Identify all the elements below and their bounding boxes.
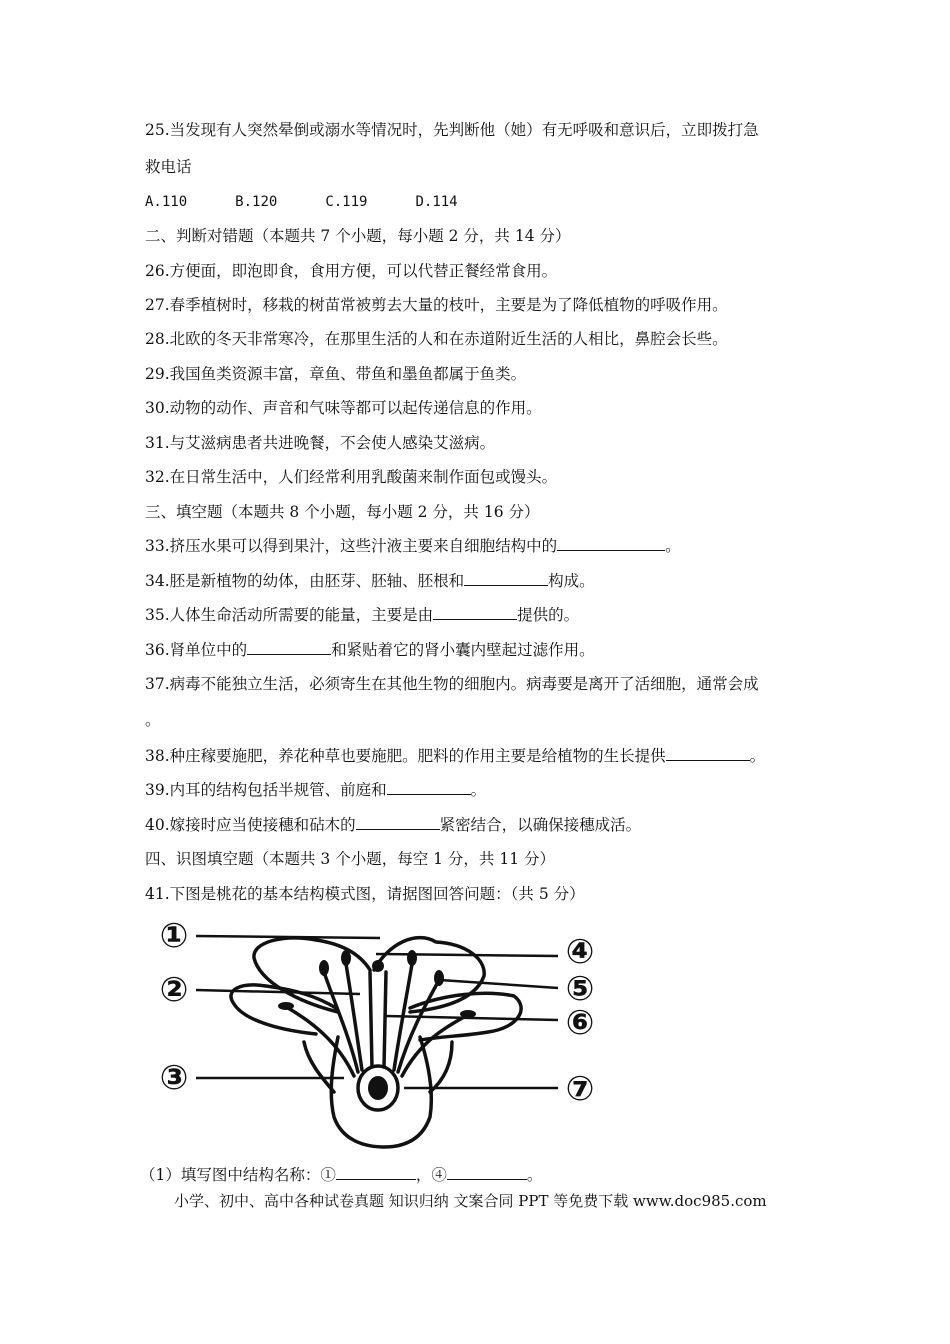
sepal-right	[430, 1042, 452, 1092]
q39-end: 。	[470, 781, 487, 799]
option-a: A.110	[145, 194, 188, 210]
leader-2	[196, 990, 360, 994]
question-29: 29.我国鱼类资源丰富，章鱼、带鱼和墨鱼都属于鱼类。	[145, 365, 527, 383]
label-6: ⑥	[565, 1003, 595, 1043]
style	[370, 972, 386, 1067]
q33-answer-blank[interactable]	[557, 536, 665, 551]
q35-text: 35.人体生命活动所需要的能量，主要是由	[145, 606, 434, 624]
q39-answer-blank[interactable]	[387, 780, 471, 795]
leader-1	[196, 936, 380, 938]
label-1: ①	[159, 916, 189, 956]
question-30: 30.动物的动作、声音和气味等都可以起传递信息的作用。	[145, 399, 542, 417]
q34-answer-blank[interactable]	[464, 571, 548, 586]
option-c: C.119	[325, 194, 368, 210]
q40-text: 40.嫁接时应当使接穗和砧木的	[145, 816, 356, 834]
q38-answer-blank[interactable]	[666, 746, 750, 761]
sub1-text: （1）填写图中结构名称：①	[140, 1166, 336, 1184]
section-4-heading: 四、识图填空题（本题共 3 个小题，每空 1 分，共 11 分）	[145, 850, 556, 868]
label-4: ④	[565, 932, 595, 972]
q38-end: 。	[749, 747, 766, 765]
anther-3	[407, 950, 417, 966]
label-5: ⑤	[565, 969, 595, 1009]
section-2-heading: 二、判断对错题（本题共 7 个小题，每小题 2 分，共 14 分）	[145, 227, 571, 245]
anther-4	[434, 970, 444, 986]
sub1-blank-4[interactable]	[447, 1165, 527, 1180]
question-25-line2: 救电话	[145, 158, 192, 176]
question-25-line1: 25.当发现有人突然晕倒或溺水等情况时，先判断他（她）有无呼吸和意识后，立即拨打急	[145, 121, 759, 139]
question-41-sub1	[140, 1165, 542, 1185]
q39-text: 39.内耳的结构包括半规管、前庭和	[145, 781, 387, 799]
option-d: D.114	[415, 194, 458, 210]
question-40	[145, 815, 641, 835]
page-footer: 小学、初中、高中各种试卷真题 知识归纳 文案合同 PPT 等免费下载 www.doc985.com	[174, 1192, 767, 1210]
question-32: 32.在日常生活中，人们经常利用乳酸菌来制作面包或馒头。	[145, 468, 558, 486]
question-34	[145, 571, 595, 591]
question-26: 26.方便面，即泡即食，食用方便，可以代替正餐经常食用。	[145, 262, 558, 280]
question-31: 31.与艾滋病患者共进晚餐，不会使人感染艾滋病。	[145, 434, 496, 452]
anther-1	[319, 960, 329, 976]
question-28: 28.北欧的冬天非常寒冷，在那里生活的人和在赤道附近生活的人相比，鼻腔会长些。	[145, 330, 728, 348]
question-41: 41.下图是桃花的基本结构模式图，请据图回答问题：（共 5 分）	[145, 885, 585, 903]
sub1-mid: ，④	[415, 1166, 447, 1184]
q36-answer-blank[interactable]	[247, 640, 331, 655]
q40-end: 紧密结合，以确保接穗成活。	[439, 816, 642, 834]
q36-text: 36.肾单位中的	[145, 641, 248, 659]
label-3: ③	[159, 1058, 189, 1098]
anther-2	[341, 950, 351, 966]
leader-4	[376, 954, 558, 956]
question-37-line2: 。	[145, 711, 161, 729]
question-35	[145, 605, 579, 625]
anther-5	[278, 1002, 294, 1010]
stigma	[372, 960, 384, 972]
peach-flower-diagram	[148, 912, 618, 1157]
q34-text: 34.胚是新植物的幼体，由胚芽、胚轴、胚根和	[145, 572, 465, 590]
question-33	[145, 536, 681, 556]
q34-end: 构成。	[548, 572, 595, 590]
ovule	[368, 1076, 388, 1100]
section-3-heading: 三、填空题（本题共 8 个小题，每小题 2 分，共 16 分）	[145, 503, 540, 521]
sepal-left	[304, 1042, 334, 1092]
question-39	[145, 780, 486, 800]
sub1-end: 。	[526, 1166, 543, 1184]
q33-end: 。	[665, 537, 681, 555]
question-25-options	[145, 191, 506, 212]
q35-answer-blank[interactable]	[433, 605, 517, 620]
q36-end: 和紧贴着它的肾小囊内壁起过滤作用。	[331, 641, 595, 659]
question-38	[145, 746, 765, 766]
option-b: B.120	[235, 194, 278, 210]
question-27: 27.春季植树时，移栽的树苗常被剪去大量的枝叶，主要是为了降低植物的呼吸作用。	[145, 296, 728, 314]
leader-5	[440, 980, 558, 988]
question-37-line1: 37.病毒不能独立生活，必须寄生在其他生物的细胞内。病毒要是离开了活细胞，通常会成	[145, 675, 759, 693]
q40-answer-blank[interactable]	[356, 815, 440, 830]
label-2: ②	[159, 970, 189, 1010]
q35-end: 提供的。	[517, 606, 580, 624]
q38-text: 38.种庄稼要施肥，养花种草也要施肥。肥料的作用主要是给植物的生长提供	[145, 747, 666, 765]
question-36	[145, 640, 595, 660]
sub1-blank-1[interactable]	[336, 1165, 416, 1180]
q33-text: 33.挤压水果可以得到果汁，这些汁液主要来自细胞结构中的	[145, 537, 558, 555]
label-7: ⑦	[565, 1069, 595, 1109]
